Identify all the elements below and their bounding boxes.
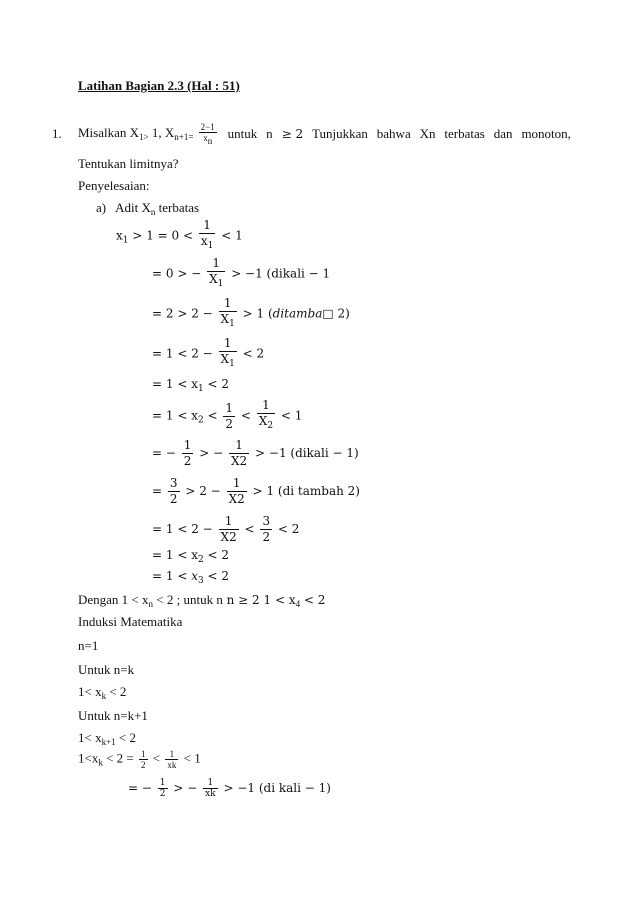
denominator-var: x (203, 133, 208, 143)
step-text: = 1 < 2 − (152, 522, 213, 536)
d1-tail: < 1 (183, 750, 201, 766)
frac-den: 2 (262, 530, 271, 544)
step-fraction-1 (219, 514, 239, 545)
fraction-numerator: 2−1 (200, 122, 215, 132)
step-text: = 1 < (152, 569, 188, 583)
d2-mid: > − (173, 781, 198, 795)
dengan-line (78, 592, 325, 612)
fraction-denominator (199, 133, 217, 146)
dengan-var: x (285, 593, 296, 607)
frac-den (257, 414, 275, 434)
d2-fraction-2 (203, 778, 218, 799)
step-4 (152, 336, 264, 372)
frac-den: xk (205, 789, 216, 799)
frac-num: 1 (203, 778, 218, 789)
frac-den-sub: 2 (267, 421, 274, 431)
step-5 (152, 376, 229, 397)
d1-fraction-2 (165, 749, 178, 770)
gt-symbol: > (143, 131, 149, 142)
frac-num: 1 (219, 336, 237, 352)
dengan-cond: n ≥ 2 1 < (222, 593, 286, 607)
frac-num: 3 (262, 514, 271, 528)
xn-symbol: X (164, 124, 175, 140)
frac-den-var: X (220, 352, 230, 366)
step-text: = 1 < 2 − (152, 346, 213, 361)
step-mid: < (244, 522, 255, 536)
frac-den-sub: 1 (207, 241, 214, 251)
derivation-line-2 (128, 778, 331, 799)
step-fraction-2 (227, 476, 247, 507)
k1-sub: k+1 (101, 737, 116, 747)
recurrence-fraction (199, 122, 217, 146)
frac-num: 1 (225, 400, 234, 415)
d1-mid-2: < (152, 750, 161, 766)
frac-den: 2 (225, 416, 234, 431)
step-3 (152, 296, 350, 332)
step-tail: < 2 (203, 548, 230, 562)
d1-fraction-1 (139, 749, 148, 770)
dengan-var-sub: 4 (295, 599, 301, 609)
step-1 (116, 218, 243, 254)
step-11 (152, 568, 229, 589)
x-subscript: 1 (139, 131, 144, 142)
frac-num: 3 (169, 476, 178, 490)
step-tail: > 1 (di tambah 2) (252, 484, 360, 498)
part-a-text: Adit X (115, 200, 151, 215)
case-k-line (78, 684, 126, 704)
word-terbatas: terbatas (444, 126, 485, 141)
frac-den: X2 (228, 492, 245, 506)
dengan-sub: n (148, 599, 154, 609)
denominator-sub: n (207, 136, 213, 146)
frac-den-var: x (200, 234, 208, 248)
d2-fraction-1 (158, 778, 168, 799)
k1-tail: < 2 (115, 730, 137, 745)
case-k-label: Untuk n=k (78, 662, 135, 677)
step-tail: < 1 (280, 408, 303, 423)
k-tail: < 2 (106, 684, 127, 699)
frac-den-sub: 1 (229, 359, 235, 369)
dengan-text: Dengan 1 < x (78, 592, 149, 607)
frac-den: 2 (159, 789, 166, 799)
frac-num: 1 (183, 438, 192, 452)
frac-den: X2 (231, 454, 248, 468)
x-symbol: X (129, 124, 140, 140)
k-text: 1< x (78, 684, 102, 699)
frac-num: 1 (199, 218, 216, 234)
dengan-tail: < 2 (300, 593, 326, 607)
step-text: = 2 > 2 − (152, 306, 213, 321)
eq-symbol: = (188, 131, 194, 142)
step-mid: < (203, 408, 218, 423)
frac-num: 1 (207, 256, 225, 272)
d1-mid: < 2 = (102, 750, 134, 766)
step-tail-italic: ditamba (272, 306, 323, 321)
frac-num: 1 (141, 749, 146, 759)
frac-den (199, 234, 216, 254)
part-a (96, 200, 199, 220)
d2-text: = − (128, 781, 152, 795)
frac-num: 1 (165, 749, 178, 760)
frac-num: 1 (219, 514, 239, 530)
frac-den-var: X (258, 414, 268, 428)
frac-den-sub: 1 (217, 279, 224, 289)
page-title: Latihan Bagian 2.3 (Hal : 51) (78, 78, 240, 93)
frac-den (219, 352, 237, 372)
problem-question: Tentukan limitnya? (78, 156, 179, 171)
frac-den: 2 (141, 760, 146, 770)
word-misalkan: Misalkan (78, 124, 127, 140)
frac-num: 1 (227, 476, 247, 492)
step-fraction-2 (229, 438, 249, 469)
k-sub: k (101, 691, 107, 701)
step-fraction (199, 218, 216, 254)
frac-num: 1 (229, 438, 249, 454)
step-fraction-1 (182, 438, 194, 469)
value-one: 1, (151, 124, 162, 140)
step-tail-end: □ 2) (322, 306, 350, 321)
step-text: = 1 < x (152, 377, 198, 391)
step-tail: < 1 (221, 228, 243, 243)
k1-text: 1< x (78, 730, 102, 745)
word-monoton: monoton, (521, 126, 571, 141)
step-sub: 1 (197, 384, 204, 394)
condition: ≥ 2 (281, 127, 304, 141)
frac-den: 2 (183, 454, 192, 468)
case-k1-line (78, 730, 136, 750)
d1-text: 1<x (78, 750, 99, 766)
step-text: = 1 < x (152, 548, 198, 562)
frac-den: X2 (220, 530, 237, 544)
dengan-mid: < 2 ; untuk n (153, 592, 223, 607)
frac-num: 1 (257, 398, 275, 414)
word-tunjukkan: Tunjukkan (312, 126, 368, 141)
step-sub: 3 (197, 576, 204, 586)
step-text: = 1 < x (152, 408, 198, 423)
frac-den (207, 272, 225, 292)
word-xn: Xn (419, 126, 436, 141)
frac-den: xk (167, 760, 177, 770)
step-tail: < 2 (242, 346, 265, 361)
frac-den-sub: 1 (229, 319, 235, 329)
step-text: = 0 > − (152, 266, 202, 281)
step-8 (152, 476, 360, 507)
step-tail: < 2 (277, 522, 300, 536)
step-2 (152, 256, 330, 292)
step-fraction (219, 296, 237, 332)
step-fraction (219, 336, 237, 372)
frac-num: 1 (219, 296, 237, 312)
frac-den: 2 (169, 492, 178, 506)
step-9 (152, 514, 299, 545)
d2-tail: > −1 (di kali − 1) (223, 781, 331, 795)
step-fraction-1 (168, 476, 180, 507)
frac-den (219, 312, 237, 332)
base-case: n=1 (78, 638, 99, 653)
step-mid-2: < (240, 408, 251, 423)
step-var-sub: 1 (122, 235, 129, 246)
frac-num: 1 (159, 778, 166, 788)
xn-subscript: n+1 (174, 131, 189, 142)
step-var: x (116, 228, 123, 243)
word-dan: dan (493, 126, 513, 141)
step-sub: 2 (197, 555, 204, 565)
step-mid: > − (199, 446, 224, 460)
step-mid: > 2 − (185, 484, 221, 498)
step-fraction (207, 256, 225, 292)
step-tail: > −1 (dikali − 1) (255, 446, 359, 460)
step-text: > 1 = 0 < (128, 228, 194, 243)
step-6 (152, 398, 302, 434)
step-10 (152, 547, 229, 568)
step-tail: > 1 ( (242, 306, 273, 321)
problem-number: 1. (52, 126, 62, 141)
step-var: x (191, 569, 198, 583)
induksi-heading: Induksi Matematika (78, 614, 183, 629)
problem-line-1 (78, 122, 571, 146)
word-untuk: untuk (227, 126, 258, 141)
step-text: = − (152, 446, 176, 460)
part-a-label: a) (96, 200, 107, 215)
step-tail: < 2 (203, 569, 230, 583)
step-tail: > −1 (dikali − 1 (231, 266, 331, 281)
step-sub: 2 (197, 415, 204, 426)
solution-label: Penyelesaian: (78, 178, 150, 193)
case-k1-label: Untuk n=k+1 (78, 708, 148, 723)
problem-definition (78, 122, 219, 146)
part-a-text-end: terbatas (155, 200, 200, 215)
frac-den-var: X (220, 312, 230, 326)
step-fraction-1 (223, 401, 235, 432)
step-fraction-2 (257, 398, 275, 434)
frac-den-var: X (209, 272, 218, 286)
word-n: n (266, 126, 273, 141)
step-fraction-2 (260, 514, 272, 545)
part-a-sub: n (150, 207, 156, 217)
d1-sub: k (98, 757, 103, 768)
step-tail: < 2 (203, 377, 230, 391)
derivation-line-1 (78, 749, 201, 770)
step-text: = (152, 484, 163, 498)
word-bahwa: bahwa (376, 126, 411, 141)
step-7 (152, 438, 359, 469)
